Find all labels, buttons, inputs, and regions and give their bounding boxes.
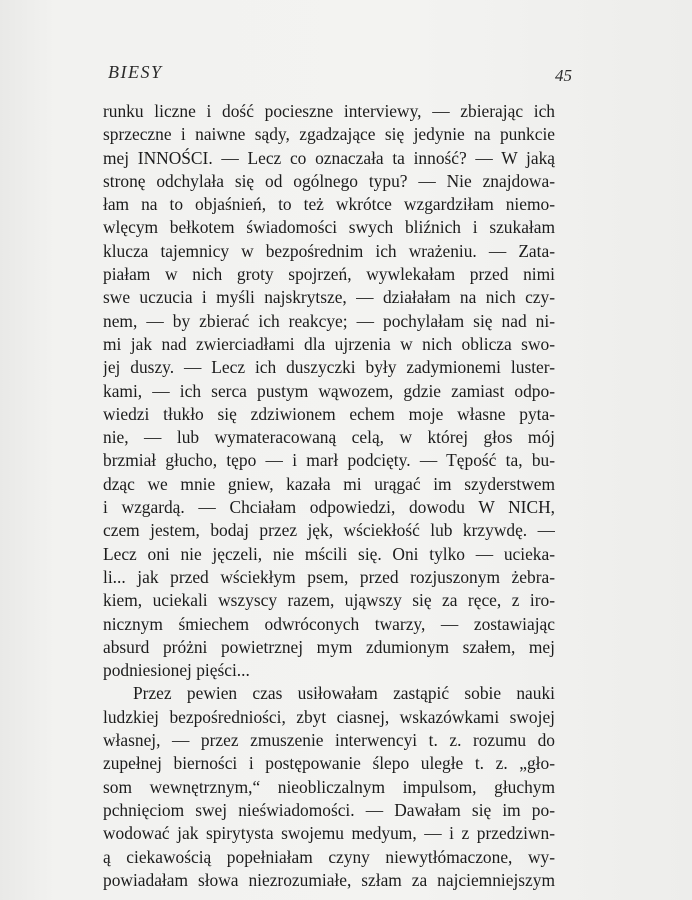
text-line: łam na to objaśnień, to też wkrótce wzgardziłam niemo- (103, 194, 555, 215)
text-line: i wzgardą. — Chciałam odpowiedzi, dowodu W NICH, (103, 497, 555, 518)
text-line: brzmiał głucho, tępo — i marł podcięty. — Tępość ta, bu- (103, 450, 555, 471)
text-line: nicznym śmiechem odwróconych twarzy, — zostawiając (103, 613, 555, 634)
text-line: mi jak nad zwierciadłami dla ujrzenia w nich oblicza swo- (103, 333, 555, 354)
text-line: sprzeczne i naiwne sądy, zgadzające się jedynie na punkcie (103, 124, 555, 145)
paragraph-start-line: Przez pewien czas usiłowałam zastąpić sobie nauki (133, 683, 555, 704)
text-line: jej duszy. — Lecz ich duszyczki były zadymionemi luster- (103, 357, 555, 378)
text-line: Lecz oni nie jęczeli, nie mścili się. Oni tylko — uciekа- (103, 543, 555, 564)
paragraph-end-line: podniesionej pięści... (103, 660, 250, 681)
running-title: BIESY (108, 62, 163, 82)
text-line: czem jestem, bodaj przez jęk, wściekłość lub krzywdę. — (103, 520, 555, 541)
text-line: stronę odchylała się od ogólnego typu? — Nie znajdowa- (103, 170, 555, 191)
text-line: wiedzi tłukło się zdziwionem echem moje własne pyta- (103, 403, 555, 424)
text-line: wodować jak spirytysta swojemu medyum, — i z przedziwn- (103, 823, 555, 844)
text-line: ą ciekawością popełniałam czyny niewytłómaczone, wy- (103, 846, 555, 867)
text-line: ludzkiej bezpośredniości, zbyt ciasnej, wskazówkami swojej (103, 706, 555, 727)
text-line: zupełnej bierności i postępowanie ślepo uległe t. z. „gło- (103, 753, 555, 774)
text-line: pchnięciom swej nieświadomości. — Dawałam się im po- (103, 799, 555, 820)
text-line: kami, — ich serca pustym wąwozem, gdzie zamiast odpo- (103, 380, 555, 401)
text-line: piałam w nich groty spojrzeń, wywlekałam przed nimi (103, 264, 555, 285)
text-line: powiadałam słowa niezrozumiałe, szłam za najciemniejszym (103, 869, 555, 890)
page-number: 45 (555, 66, 572, 85)
text-line: runku liczne i dość pocieszne interviewy, — zbierając ich (103, 101, 555, 121)
body-text (103, 100, 555, 892)
text-line: mej INNOŚCI. — Lecz co oznaczała ta inność? — W jaką (103, 147, 555, 168)
text-line: swe uczucia i myśli najskrytsze, — działałam na nich czy- (103, 287, 555, 308)
text-line: dząc we mnie gniew, kazała mi urągać im szyderstwem (103, 473, 555, 494)
text-line: nem, — by zbierać ich reakcye; — pochylałam się nad ni- (103, 310, 555, 331)
text-line: nie, — lub wymateracowaną celą, w której głos mój (103, 427, 555, 448)
text-line: li... jak przed wściekłym psem, przed rozjuszonym żebra- (103, 566, 555, 587)
text-line: absurd próżni powietrznej mym zdumionym szałem, mej (103, 636, 555, 657)
text-line: własnej, — przez zmuszenie interwencyi t. z. rozumu do (103, 730, 555, 751)
text-line: som wewnętrznym,“ nieobliczalnym impulsom, głuchym (103, 776, 555, 797)
text-line: klucza tajemnicy w bezpośrednim ich wrażeniu. — Zata- (103, 240, 555, 261)
text-line: kiem, uciekali wszyscy razem, ująwszy się za ręce, z iro- (103, 590, 555, 611)
text-line: wlęcym bełkotem świadomości swych bliźnich i szukałam (103, 217, 555, 238)
